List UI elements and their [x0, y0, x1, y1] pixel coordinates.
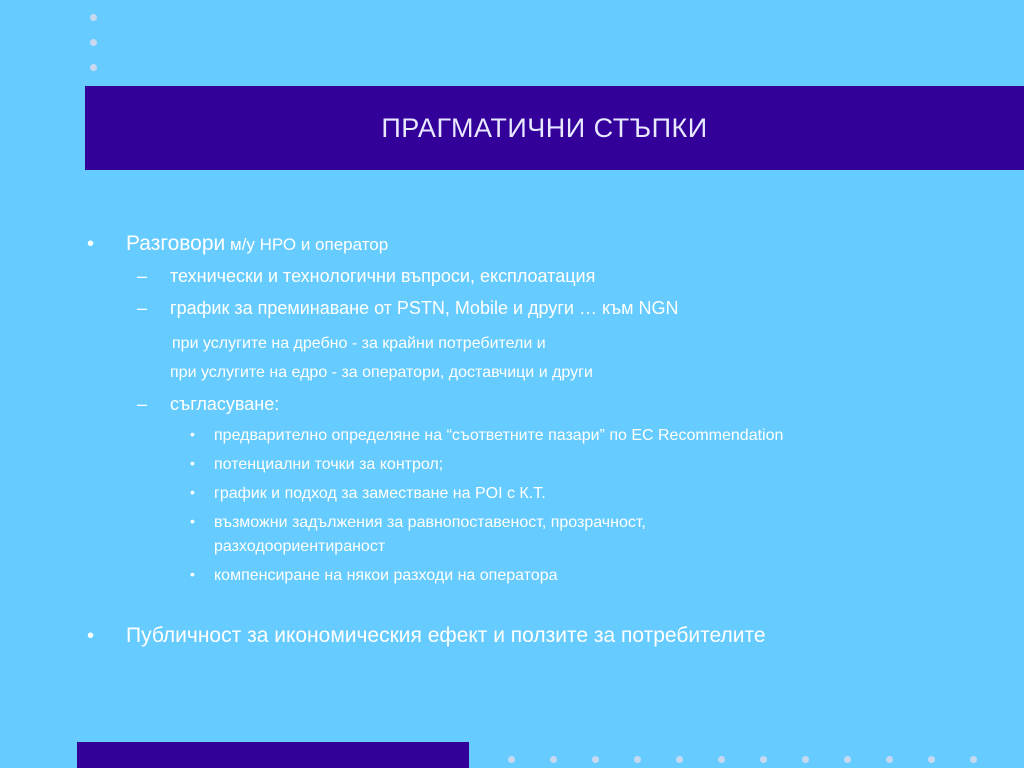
decor-dot	[592, 756, 599, 763]
slide-title: ПРАГМАТИЧНИ СТЪПКИ	[381, 112, 708, 143]
dash-marker: –	[137, 298, 148, 318]
bullet-item-talks	[126, 232, 388, 256]
decor-dot	[634, 756, 641, 763]
bullet-marker: •	[190, 426, 195, 442]
dash-marker: –	[137, 266, 148, 286]
dash-marker: –	[137, 394, 148, 414]
decor-dot	[718, 756, 725, 763]
decor-dot	[886, 756, 893, 763]
decor-dot	[550, 756, 557, 763]
bullet-item-publicity: Публичност за икономическия ефект и ползите за потребителите	[126, 624, 766, 647]
decor-dot	[970, 756, 977, 763]
agreement-item: потенциални точки за контрол;	[214, 456, 444, 473]
decor-dot	[90, 64, 97, 71]
decor-dot	[508, 756, 515, 763]
decor-dot	[676, 756, 683, 763]
decor-dot	[844, 756, 851, 763]
agreement-item: график и подход за заместване на POI с К.Т.	[214, 485, 546, 502]
schedule-retail-line: при услугите на дребно - за крайни потребители и	[172, 335, 546, 352]
decor-dot	[802, 756, 809, 763]
agreement-item: компенсиране на някои разходи на оператора	[214, 567, 558, 584]
bullet-marker: •	[190, 455, 195, 471]
title-bar	[85, 86, 1024, 170]
decor-dot	[90, 14, 97, 21]
agreement-item-continued: разходоориентираност	[214, 538, 386, 555]
bullet-marker: •	[87, 625, 95, 647]
sub-item-agreement: съгласуване:	[170, 394, 280, 414]
decor-dot	[928, 756, 935, 763]
schedule-wholesale-line: при услугите на едро - за оператори, доставчици и други	[170, 364, 593, 381]
bullet-marker: •	[87, 233, 95, 255]
bullet-marker: •	[190, 484, 195, 500]
talks-rest: м/у НРО и оператор	[225, 235, 389, 254]
sub-item-schedule: график за преминаване от PSTN, Mobile и други … към NGN	[170, 298, 679, 318]
sub-item-technical: технически и технологични въпроси, експлоатация	[170, 266, 596, 286]
footer-bar	[77, 742, 469, 768]
decor-dot	[90, 39, 97, 46]
talks-lead: Разговори	[126, 232, 226, 255]
agreement-item: предварително определяне на “съответните пазари” по EC Recommendation	[214, 427, 784, 444]
decor-dot	[760, 756, 767, 763]
bullet-marker: •	[190, 513, 195, 529]
bullet-marker: •	[190, 566, 195, 582]
agreement-item: възможни задължения за равнопоставеност, прозрачност,	[214, 514, 646, 531]
